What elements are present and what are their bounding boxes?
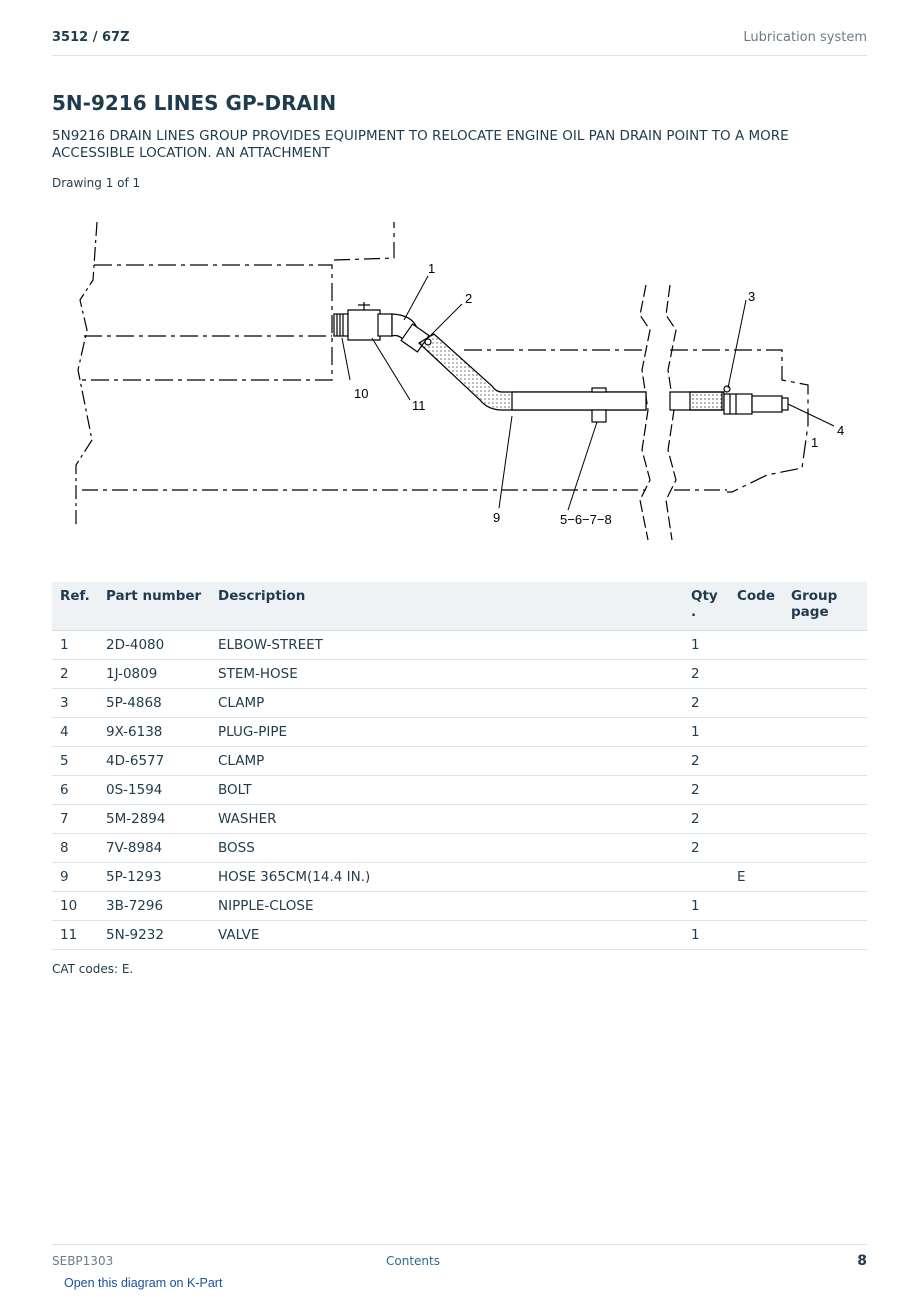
cell-ref: 6 [52, 776, 98, 805]
cell-code [729, 689, 783, 718]
table-row [52, 892, 867, 921]
cell-qty: 2 [683, 805, 729, 834]
kpart-link[interactable]: Open this diagram on K-Part [64, 1276, 223, 1290]
cell-ref: 7 [52, 805, 98, 834]
cell-code [729, 747, 783, 776]
table-row [52, 776, 867, 805]
cell-ref: 4 [52, 718, 98, 747]
callout-11: 11 [412, 398, 426, 413]
cell-code [729, 660, 783, 689]
table-row [52, 718, 867, 747]
cell-code [729, 776, 783, 805]
cell-qty: 1 [683, 718, 729, 747]
cell-group-page [783, 747, 867, 776]
cell-description: WASHER [210, 805, 683, 834]
cell-part-number: 4D-6577 [98, 747, 210, 776]
cell-description: BOSS [210, 834, 683, 863]
cell-group-page [783, 718, 867, 747]
cell-qty: 2 [683, 834, 729, 863]
cell-ref: 10 [52, 892, 98, 921]
cell-qty: 2 [683, 747, 729, 776]
cell-code [729, 631, 783, 660]
callout-5-6-7-8: 5−6−7−8 [560, 512, 612, 527]
table-row [52, 631, 867, 660]
cell-code [729, 892, 783, 921]
cell-group-page [783, 805, 867, 834]
cell-description: BOLT [210, 776, 683, 805]
cell-ref: 8 [52, 834, 98, 863]
table-row [52, 921, 867, 950]
cell-ref: 11 [52, 921, 98, 950]
callout-4: 4 [837, 423, 845, 438]
header-qty: Qty . [683, 582, 729, 631]
section-name: Lubrication system [743, 30, 867, 45]
cell-part-number: 3B-7296 [98, 892, 210, 921]
cell-qty [683, 863, 729, 892]
table-header-row [52, 582, 867, 631]
cell-qty: 1 [683, 631, 729, 660]
cell-ref: 9 [52, 863, 98, 892]
cell-qty: 1 [683, 921, 729, 950]
cell-qty: 1 [683, 892, 729, 921]
cell-part-number: 5N-9232 [98, 921, 210, 950]
cell-part-number: 2D-4080 [98, 631, 210, 660]
cell-qty: 2 [683, 776, 729, 805]
cell-code [729, 921, 783, 950]
cell-description: STEM-HOSE [210, 660, 683, 689]
page-header [52, 28, 867, 56]
doc-model-id: 3512 / 67Z [52, 30, 130, 45]
callout-10: 10 [354, 386, 369, 401]
cell-part-number: 5P-4868 [98, 689, 210, 718]
table-row [52, 805, 867, 834]
page-footer [52, 1244, 867, 1275]
cell-code: E [729, 863, 783, 892]
drain-lines-diagram [52, 210, 867, 545]
cell-group-page [783, 689, 867, 718]
header-code: Code [729, 582, 783, 631]
cat-codes-note: CAT codes: E. [52, 962, 134, 976]
callout-1: 1 [428, 261, 436, 276]
cell-group-page [783, 776, 867, 805]
cell-part-number: 5M-2894 [98, 805, 210, 834]
drain-hose [419, 334, 788, 422]
cell-ref: 5 [52, 747, 98, 776]
page-title: 5N-9216 LINES GP-DRAIN [52, 91, 337, 115]
table-row [52, 747, 867, 776]
table-row [52, 863, 867, 892]
cell-description: NIPPLE-CLOSE [210, 892, 683, 921]
cell-group-page [783, 834, 867, 863]
header-description: Description [210, 582, 683, 631]
cell-description: CLAMP [210, 747, 683, 776]
engine-outline [76, 222, 808, 540]
parts-drawing [52, 210, 867, 545]
cell-part-number: 9X-6138 [98, 718, 210, 747]
cell-code [729, 718, 783, 747]
cell-ref: 2 [52, 660, 98, 689]
cell-group-page [783, 660, 867, 689]
cell-group-page [783, 631, 867, 660]
cell-qty: 2 [683, 689, 729, 718]
cell-group-page [783, 892, 867, 921]
parts-table [52, 582, 867, 950]
cell-ref: 1 [52, 631, 98, 660]
valve-assembly [334, 302, 429, 352]
cell-ref: 3 [52, 689, 98, 718]
cell-code [729, 805, 783, 834]
cell-description: ELBOW-STREET [210, 631, 683, 660]
header-ref: Ref. [52, 582, 98, 631]
cell-description: PLUG-PIPE [210, 718, 683, 747]
cell-group-page [783, 921, 867, 950]
header-group-page: Group page [783, 582, 867, 631]
cell-description: CLAMP [210, 689, 683, 718]
callout-1-lower: 1 [811, 435, 819, 450]
drawing-label: Drawing 1 of 1 [52, 176, 141, 190]
cell-group-page [783, 863, 867, 892]
callout-2: 2 [465, 291, 473, 306]
header-part-number: Part number [98, 582, 210, 631]
table-row [52, 689, 867, 718]
footer-doc-number: SEBP1303 [52, 1254, 114, 1268]
callout-3: 3 [748, 289, 756, 304]
cell-part-number: 7V-8984 [98, 834, 210, 863]
group-description: 5N9216 DRAIN LINES GROUP PROVIDES EQUIPMENT TO RELOCATE ENGINE OIL PAN DRAIN POINT TO A MORE ACCESSIBLE LOCATION. AN ATTACHMENT [52, 128, 789, 161]
table-row [52, 660, 867, 689]
contents-link[interactable]: Contents [386, 1254, 440, 1268]
page-number: 8 [857, 1253, 867, 1269]
cell-description: VALVE [210, 921, 683, 950]
cell-part-number: 0S-1594 [98, 776, 210, 805]
cell-description: HOSE 365CM(14.4 IN.) [210, 863, 683, 892]
table-row [52, 834, 867, 863]
cell-part-number: 1J-0809 [98, 660, 210, 689]
callout-9: 9 [493, 510, 501, 525]
cell-qty: 2 [683, 660, 729, 689]
cell-part-number: 5P-1293 [98, 863, 210, 892]
cell-code [729, 834, 783, 863]
